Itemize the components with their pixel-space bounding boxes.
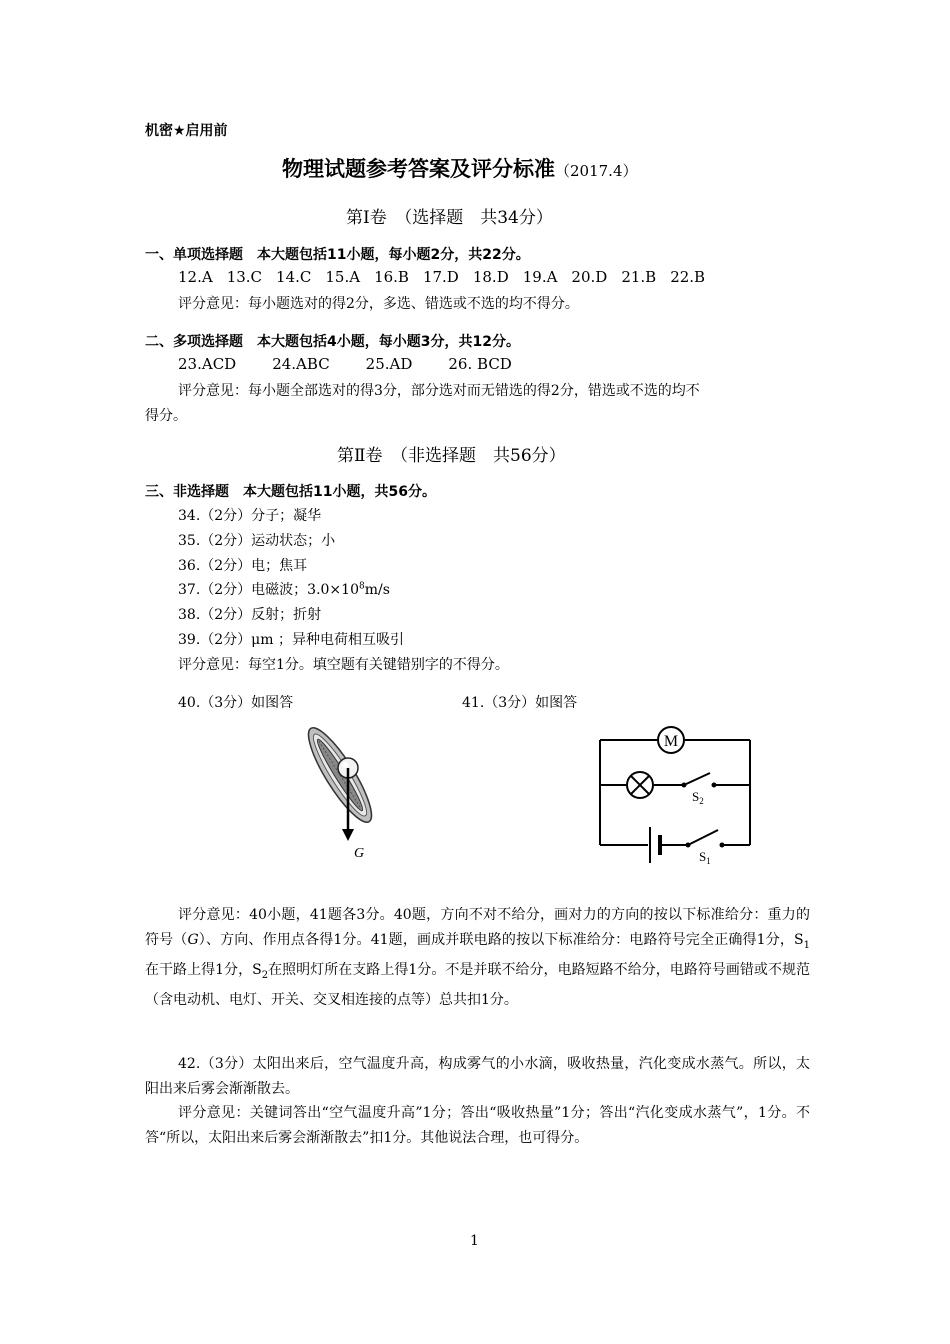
answer-26: 26. BCD: [448, 355, 512, 373]
answer-37-exponent: 8: [358, 581, 365, 592]
ball-highlight: [342, 762, 348, 768]
figure-40-gravity-diagram: [290, 725, 400, 865]
title-main: 物理试题参考答案及评分标准: [282, 157, 555, 181]
section2-heading: 二、多项选择题 本大题包括4小题，每小题3分，共12分。: [145, 334, 520, 350]
comment-40-41: [145, 903, 810, 1013]
answer-18: 18.D: [472, 268, 509, 286]
section2-answers: [178, 355, 512, 373]
switch-s1-label: $S_1$: [699, 849, 711, 866]
gravity-arrowhead-icon: [342, 829, 354, 841]
answer-15: 15.A: [325, 268, 361, 286]
section3-heading: 三、非选择题 本大题包括11小题，共56分。: [145, 484, 436, 500]
comment-40-41-part3: 在干路上得1分，S: [145, 961, 262, 978]
answer-22: 22.B: [670, 268, 706, 286]
ring-track-icon: [299, 725, 381, 829]
answer-36: 36.（2分）电；焦耳: [178, 558, 308, 574]
page-number: 1: [470, 1233, 479, 1249]
answer-13: 13.C: [226, 268, 263, 286]
section2-comment-line2: 得分。: [145, 408, 187, 424]
answer-24: 24.ABC: [272, 355, 330, 373]
comment-42: 评分意见：关键词答出“空气温度升高”1分；答出“吸收热量”1分；答出“汽化变成水蒸气”，1分。不答“所以，太阳出来后雾会渐渐散去”扣1分。其他说法合理，也可得分。: [145, 1105, 810, 1146]
answer-21: 21.B: [621, 268, 657, 286]
answer-14: 14.C: [276, 268, 312, 286]
section1-heading: 一、单项选择题 本大题包括11小题，每小题2分，共22分。: [145, 247, 530, 263]
part2-heading: 第Ⅱ卷 （非选择题 共56分）: [337, 446, 566, 466]
comment-40-41-s2-sub: 2: [261, 969, 269, 981]
section2-comment-line1: 评分意见：每小题全部选对的得3分，部分选对而无错选的得2分，错选或不选的均不: [178, 383, 700, 399]
answer-42: 42.（3分）太阳出来后，空气温度升高，构成雾气的小水滴，吸收热量，汽化变成水蒸气。所以，太阳出来后雾会渐渐散去。: [145, 1056, 810, 1097]
gravity-label: G: [354, 846, 365, 861]
motor-label: M: [663, 733, 679, 750]
comment-40-41-g: G: [187, 932, 199, 948]
title-year: （2017.4）: [555, 162, 638, 180]
battery-icon: [650, 827, 660, 863]
answer-37-unit: m/s: [364, 582, 390, 598]
answer-17: 17.D: [422, 268, 459, 286]
answer-16: 16.B: [374, 268, 409, 286]
comment-40-41-s1-sub: 1: [803, 939, 811, 951]
answer-41-label: 41.（3分）如图答: [462, 695, 578, 711]
answer-20: 20.D: [571, 268, 608, 286]
answer-25: 25.AD: [365, 355, 413, 373]
answer-40-label: 40.（3分）如图答: [178, 695, 294, 711]
answer-34: 34.（2分）分子；凝华: [178, 508, 322, 524]
lamp-icon: [627, 772, 653, 798]
section1-answers: [178, 268, 705, 286]
answer-39: 39.（2分）μm ；异种电荷相互吸引: [178, 632, 404, 648]
page-title: [282, 153, 638, 183]
answer-12: 12.A: [178, 268, 213, 286]
switch-s2-label: $S_2$: [692, 789, 704, 806]
motor-icon: [658, 727, 684, 753]
section1-comment: 评分意见：每小题选对的得2分，多选、错选或不选的均不得分。: [178, 296, 579, 312]
answer-35: 35.（2分）运动状态；小: [178, 533, 336, 549]
confidential-mark: 机密★启用前: [145, 123, 228, 139]
answer-37-prefix: 37.（2分）电磁波；3.0×10: [178, 582, 359, 598]
answer-23: 23.ACD: [178, 355, 237, 373]
answer-37: [178, 579, 390, 599]
part1-heading: 第Ⅰ卷 （选择题 共34分）: [346, 208, 553, 228]
answer-19: 19.A: [522, 268, 558, 286]
fill-comment: 评分意见：每空1分。填空题有关键错别字的不得分。: [178, 657, 509, 673]
figure-41-circuit-diagram: [592, 725, 762, 870]
answer-38: 38.（2分）反射；折射: [178, 607, 322, 623]
comment-40-41-part1: 评分意见：40小题，41题各3分。40题，方向不对不给分，画对力的方向的按以下标准给分：重力的符号（: [145, 907, 810, 948]
comment-40-41-part4: 在照明灯所在支路上得1分。不是并联不给分，电路短路不给分，电路符号画错或不规范（含电动机、电灯、开关、交叉相连接的点等）总共扣1分。: [145, 961, 811, 1008]
comment-40-41-part2: ）、方向、作用点各得1分。41题，画成并联电路的按以下标准给分：电路符号完全正确得1分，S: [198, 932, 804, 948]
